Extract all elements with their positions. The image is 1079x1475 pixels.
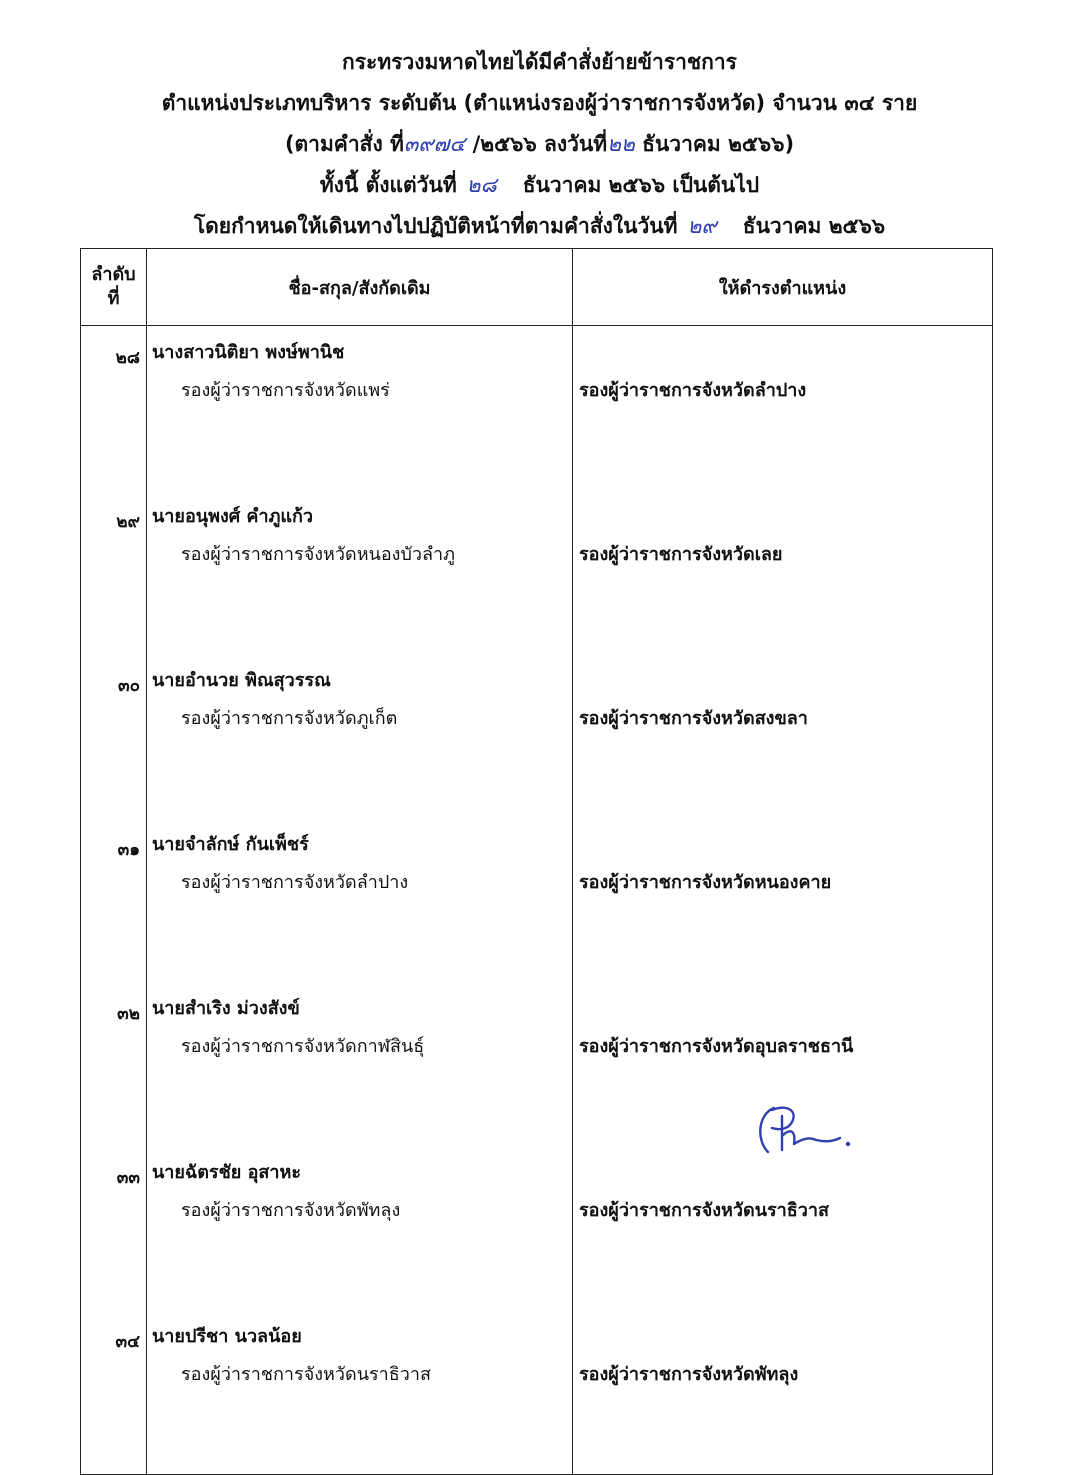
table-row bbox=[81, 490, 993, 654]
header-line-1: กระทรวงมหาดไทยได้มีคำสั่งย้ายข้าราชการ bbox=[342, 50, 737, 74]
person-name: นายสำเริง ม่วงสังข์ bbox=[152, 998, 300, 1019]
header-sequence-line1: ลำดับ bbox=[91, 264, 136, 285]
row-name-cell bbox=[147, 654, 573, 818]
order-prefix: (ตามคำสั่ง ที่ bbox=[284, 132, 404, 156]
travel-day-handwritten: ๒๙ bbox=[687, 214, 717, 238]
row-name-cell bbox=[147, 1310, 573, 1474]
table-filler-row bbox=[81, 1474, 993, 1475]
row-name-cell bbox=[147, 982, 573, 1146]
new-position: รองผู้ว่าราชการจังหวัดสงขลา bbox=[573, 654, 993, 818]
person-name: นายจำลักษ์ กันเพ็ชร์ bbox=[152, 834, 309, 855]
row-number: ๓๓ bbox=[81, 1146, 147, 1310]
header-line-2: ตำแหน่งประเภทบริหาร ระดับต้น (ตำแหน่งรองผู้ว่าราชการจังหวัด) จำนวน ๓๔ ราย bbox=[161, 91, 918, 115]
original-position: รองผู้ว่าราชการจังหวัดแพร่ bbox=[181, 380, 390, 401]
original-position: รองผู้ว่าราชการจังหวัดภูเก็ต bbox=[181, 708, 398, 729]
row-number: ๒๙ bbox=[81, 490, 147, 654]
table-row bbox=[81, 1146, 993, 1310]
header-sequence bbox=[81, 249, 147, 326]
order-suffix: ธันวาคม ๒๕๖๖) bbox=[642, 132, 795, 156]
effective-day-handwritten: ๒๘ bbox=[466, 173, 497, 197]
row-name-cell bbox=[147, 818, 573, 982]
effective-suffix: ธันวาคม ๒๕๖๖ เป็นต้นไป bbox=[522, 173, 760, 197]
new-position: รองผู้ว่าราชการจังหวัดพัทลุง bbox=[573, 1310, 993, 1474]
header-position: ให้ดำรงตำแหน่ง bbox=[573, 249, 993, 326]
person-name: นายอำนวย พิณสุวรรณ bbox=[152, 670, 331, 691]
order-number-handwritten: ๓๙๗๔ bbox=[403, 132, 466, 156]
original-position: รองผู้ว่าราชการจังหวัดพัทลุง bbox=[181, 1200, 401, 1221]
row-number: ๓๑ bbox=[81, 818, 147, 982]
row-number: ๓๐ bbox=[81, 654, 147, 818]
person-name: นายปรีชา นวลน้อย bbox=[152, 1326, 302, 1347]
new-position: รองผู้ว่าราชการจังหวัดลำปาง bbox=[573, 326, 993, 491]
original-position: รองผู้ว่าราชการจังหวัดหนองบัวลำภู bbox=[181, 544, 455, 565]
header-sequence-line2: ที่ bbox=[107, 288, 120, 309]
header-line-3 bbox=[0, 124, 1079, 165]
new-position: รองผู้ว่าราชการจังหวัดอุบลราชธานี bbox=[573, 982, 993, 1146]
travel-prefix: โดยกำหนดให้เดินทางไปปฏิบัติหน้าที่ตามคำสั่งในวันที่ bbox=[193, 214, 678, 238]
original-position: รองผู้ว่าราชการจังหวัดนราธิวาส bbox=[181, 1364, 431, 1385]
table-row bbox=[81, 654, 993, 818]
original-position: รองผู้ว่าราชการจังหวัดกาฬสินธุ์ bbox=[181, 1036, 425, 1057]
row-number: ๓๔ bbox=[81, 1310, 147, 1474]
travel-suffix: ธันวาคม ๒๕๖๖ bbox=[742, 214, 886, 238]
header-name: ชื่อ-สกุล/สังกัดเดิม bbox=[147, 249, 573, 326]
row-number: ๓๒ bbox=[81, 982, 147, 1146]
order-day-handwritten: ๒๒ bbox=[607, 132, 635, 156]
header-line-5 bbox=[0, 206, 1079, 247]
row-name-cell bbox=[147, 490, 573, 654]
person-name: นายฉัตรชัย อุสาหะ bbox=[152, 1162, 302, 1183]
new-position: รองผู้ว่าราชการจังหวัดเลย bbox=[573, 490, 993, 654]
transfer-table bbox=[80, 248, 993, 1475]
effective-prefix: ทั้งนี้ ตั้งแต่วันที่ bbox=[319, 173, 457, 197]
header-line-4 bbox=[0, 165, 1079, 206]
person-name: นางสาวนิติยา พงษ์พานิช bbox=[152, 342, 345, 363]
new-position: รองผู้ว่าราชการจังหวัดหนองคาย bbox=[573, 818, 993, 982]
table-row bbox=[81, 326, 993, 491]
table-row bbox=[81, 818, 993, 982]
order-mid: /๒๕๖๖ ลงวันที่ bbox=[472, 132, 608, 156]
table-header-row bbox=[81, 249, 993, 326]
row-number: ๒๘ bbox=[81, 326, 147, 491]
row-name-cell bbox=[147, 1146, 573, 1310]
person-name: นายอนุพงศ์ คำภูแก้ว bbox=[152, 506, 314, 527]
document-header bbox=[0, 42, 1079, 247]
signature-initials bbox=[752, 1100, 862, 1160]
table-row bbox=[81, 1310, 993, 1474]
original-position: รองผู้ว่าราชการจังหวัดลำปาง bbox=[181, 872, 409, 893]
new-position: รองผู้ว่าราชการจังหวัดนราธิวาส bbox=[573, 1146, 993, 1310]
row-name-cell bbox=[147, 326, 573, 491]
